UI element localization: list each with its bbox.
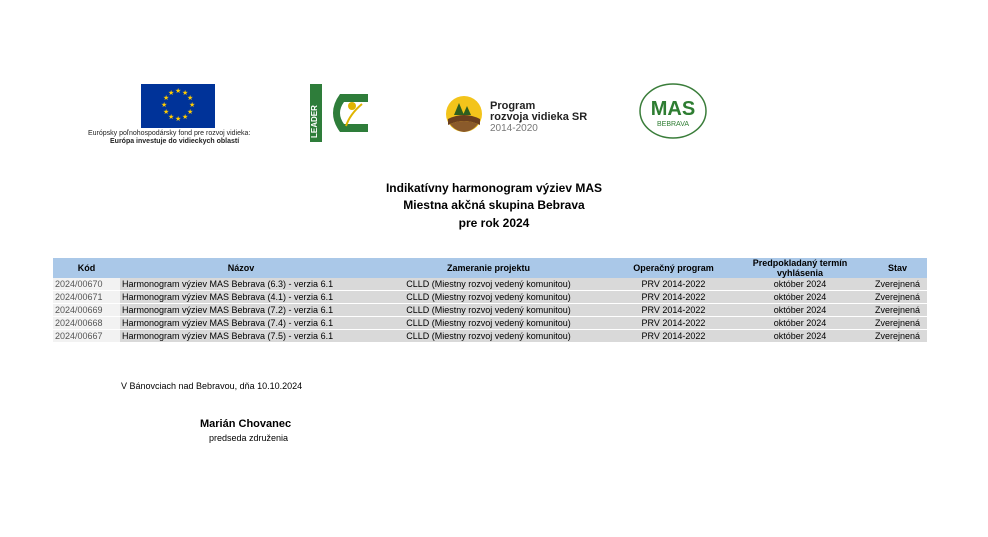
star-icon: ★ <box>168 114 175 121</box>
table-row <box>53 291 927 304</box>
place-date: V Bánovciach nad Bebravou, dňa 10.10.2024 <box>121 381 303 391</box>
table-row <box>53 278 927 291</box>
eu-flag-logo <box>141 84 215 128</box>
column-header: Predpokladaný termín vyhlásenia <box>732 258 868 278</box>
cell-status: Zverejnená <box>868 278 927 291</box>
cell-name: Harmonogram výziev MAS Bebrava (4.1) - verzia 6.1 <box>120 291 362 304</box>
prv-title-line1: Program <box>490 100 536 112</box>
calls-table <box>53 258 927 343</box>
table-row <box>53 304 927 317</box>
cell-code: 2024/00671 <box>53 291 120 304</box>
column-header: Operačný program <box>615 258 732 278</box>
star-icon: ★ <box>189 102 196 109</box>
star-icon: ★ <box>175 88 182 95</box>
cell-program: PRV 2014-2022 <box>615 330 732 343</box>
cell-focus: CLLD (Miestny rozvoj vedený komunitou) <box>362 278 615 291</box>
document-subtitle: Miestna akčná skupina Bebrava <box>403 198 585 212</box>
star-icon: ★ <box>168 90 175 97</box>
cell-focus: CLLD (Miestny rozvoj vedený komunitou) <box>362 291 615 304</box>
star-icon: ★ <box>161 102 168 109</box>
column-header: Kód <box>53 258 120 278</box>
prv-title-line3: 2014-2020 <box>490 123 538 134</box>
cell-focus: CLLD (Miestny rozvoj vedený komunitou) <box>362 317 615 330</box>
star-icon: ★ <box>187 109 194 116</box>
document-title: Indikatívny harmonogram výziev MAS <box>385 181 603 195</box>
column-header: Stav <box>868 258 927 278</box>
star-icon: ★ <box>175 116 182 123</box>
cell-program: PRV 2014-2022 <box>615 317 732 330</box>
cell-code: 2024/00668 <box>53 317 120 330</box>
column-header: Názov <box>120 258 362 278</box>
star-icon: ★ <box>182 114 189 121</box>
leader-logo <box>310 84 380 142</box>
cell-focus: CLLD (Miestny rozvoj vedený komunitou) <box>362 330 615 343</box>
cell-date: október 2024 <box>732 304 868 317</box>
signer-role: predseda združenia <box>209 433 289 443</box>
cell-code: 2024/00669 <box>53 304 120 317</box>
cell-status: Zverejnená <box>868 291 927 304</box>
column-header: Zameranie projektu <box>362 258 615 278</box>
cell-name: Harmonogram výziev MAS Bebrava (7.4) - verzia 6.1 <box>120 317 362 330</box>
cell-status: Zverejnená <box>868 330 927 343</box>
cell-program: PRV 2014-2022 <box>615 291 732 304</box>
cell-code: 2024/00667 <box>53 330 120 343</box>
signer-name: Marián Chovanec <box>200 418 292 430</box>
cell-focus: CLLD (Miestny rozvoj vedený komunitou) <box>362 304 615 317</box>
cell-code: 2024/00670 <box>53 278 120 291</box>
star-icon: ★ <box>163 109 170 116</box>
mas-sub-text: BEBRAVA <box>656 121 690 128</box>
cell-program: PRV 2014-2022 <box>615 304 732 317</box>
star-icon: ★ <box>187 95 194 102</box>
mas-text: MAS <box>650 98 696 120</box>
star-icon: ★ <box>182 90 189 97</box>
cell-program: PRV 2014-2022 <box>615 278 732 291</box>
mas-bebrava-logo <box>638 82 708 140</box>
document-year: pre rok 2024 <box>458 216 530 230</box>
eu-caption-line1: Európsky poľnohospodársky fond pre rozvoj vidieka: <box>88 130 251 137</box>
cell-date: október 2024 <box>732 317 868 330</box>
cell-date: október 2024 <box>732 291 868 304</box>
prv-title-line2: rozvoja vidieka SR <box>490 111 588 123</box>
cell-name: Harmonogram výziev MAS Bebrava (7.5) - verzia 6.1 <box>120 330 362 343</box>
cell-name: Harmonogram výziev MAS Bebrava (6.3) - verzia 6.1 <box>120 278 362 291</box>
cell-status: Zverejnená <box>868 317 927 330</box>
star-icon: ★ <box>163 95 170 102</box>
cell-name: Harmonogram výziev MAS Bebrava (7.2) - verzia 6.1 <box>120 304 362 317</box>
cell-date: október 2024 <box>732 330 868 343</box>
eu-caption-line2: Európa investuje do vidieckych oblastí <box>110 138 240 145</box>
table-row <box>53 317 927 330</box>
cell-status: Zverejnená <box>868 304 927 317</box>
cell-date: október 2024 <box>732 278 868 291</box>
leader-text: LEADER <box>310 105 319 138</box>
table-row <box>53 330 927 343</box>
table-header-row <box>53 258 927 278</box>
prv-logo-icon <box>445 95 483 133</box>
